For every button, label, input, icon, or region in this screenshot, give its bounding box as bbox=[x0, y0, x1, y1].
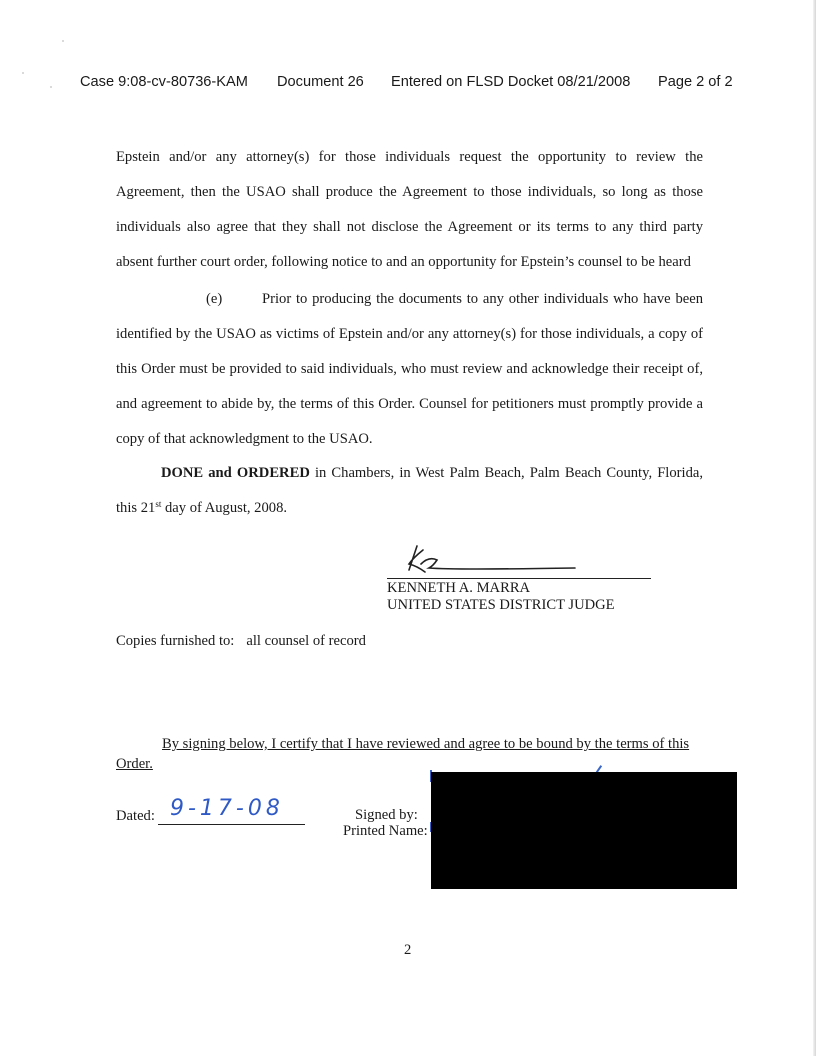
copies-label: Copies furnished to: bbox=[116, 633, 235, 649]
copies-value: all counsel of record bbox=[246, 633, 366, 649]
judge-name: KENNETH A. MARRA bbox=[387, 580, 531, 596]
docket-entry-date: Entered on FLSD Docket 08/21/2008 bbox=[391, 74, 631, 90]
certification-text: By signing below, I certify that I have reviewed and agree to be bound by the terms of this Order. bbox=[116, 736, 690, 772]
dated-line bbox=[158, 796, 305, 825]
redaction-box bbox=[431, 772, 737, 889]
page-of-pages: Page 2 of 2 bbox=[658, 74, 733, 90]
paragraph-continued bbox=[116, 140, 703, 280]
page-number: 2 bbox=[404, 942, 412, 958]
scan-artifact bbox=[22, 72, 24, 74]
done-and-ordered-paragraph bbox=[116, 456, 703, 526]
handwritten-date: 9-17-08 bbox=[170, 796, 284, 821]
judge-signature-icon bbox=[395, 540, 595, 580]
scan-artifact bbox=[50, 86, 52, 88]
signed-by-label: Signed by: bbox=[355, 807, 418, 823]
case-number: Case 9:08-cv-80736-KAM bbox=[80, 74, 248, 90]
certification-statement bbox=[116, 734, 703, 774]
dated-label: Dated: bbox=[116, 808, 155, 824]
paragraph-e bbox=[116, 282, 703, 457]
paragraph-label: (e) bbox=[206, 291, 223, 307]
paragraph-text-end: day of August, 2008. bbox=[161, 500, 288, 516]
done-and-ordered-label: DONE and ORDERED bbox=[161, 465, 310, 481]
ordinal-suffix: st bbox=[155, 499, 162, 509]
judge-title: UNITED STATES DISTRICT JUDGE bbox=[387, 597, 615, 613]
signature-line bbox=[387, 578, 651, 579]
printed-name-label: Printed Name: bbox=[343, 823, 428, 839]
document-number: Document 26 bbox=[277, 74, 364, 90]
scan-artifact bbox=[62, 40, 64, 42]
paragraph-text: Epstein and/or any attorney(s) for those individuals request the opportunity to review the Agreement, then the USAO shall produce the Agreement to those individuals, so long as those individuals also agree that they shall not disclose the Agreement or its terms to any third party absent further court order, following notice to and an opportunity for Epstein’s counsel to be heard bbox=[116, 149, 703, 270]
paragraph-text: in Chambers, in West Palm Beach, Palm Beach County, Florida, this 21 bbox=[116, 465, 703, 516]
copies-furnished bbox=[116, 633, 366, 650]
paragraph-text: Prior to producing the documents to any other individuals who have been identified by the USAO as victims of Epstein and/or any attorney(s) for those individuals, a copy of this Order must be provided to said individuals, who must review and acknowledge their receipt of, and agreement to abide by, the terms of this Order. Counsel for petitioners must promptly provide a copy of that acknowledgment to the USAO. bbox=[116, 291, 703, 447]
dated-field bbox=[116, 796, 284, 825]
